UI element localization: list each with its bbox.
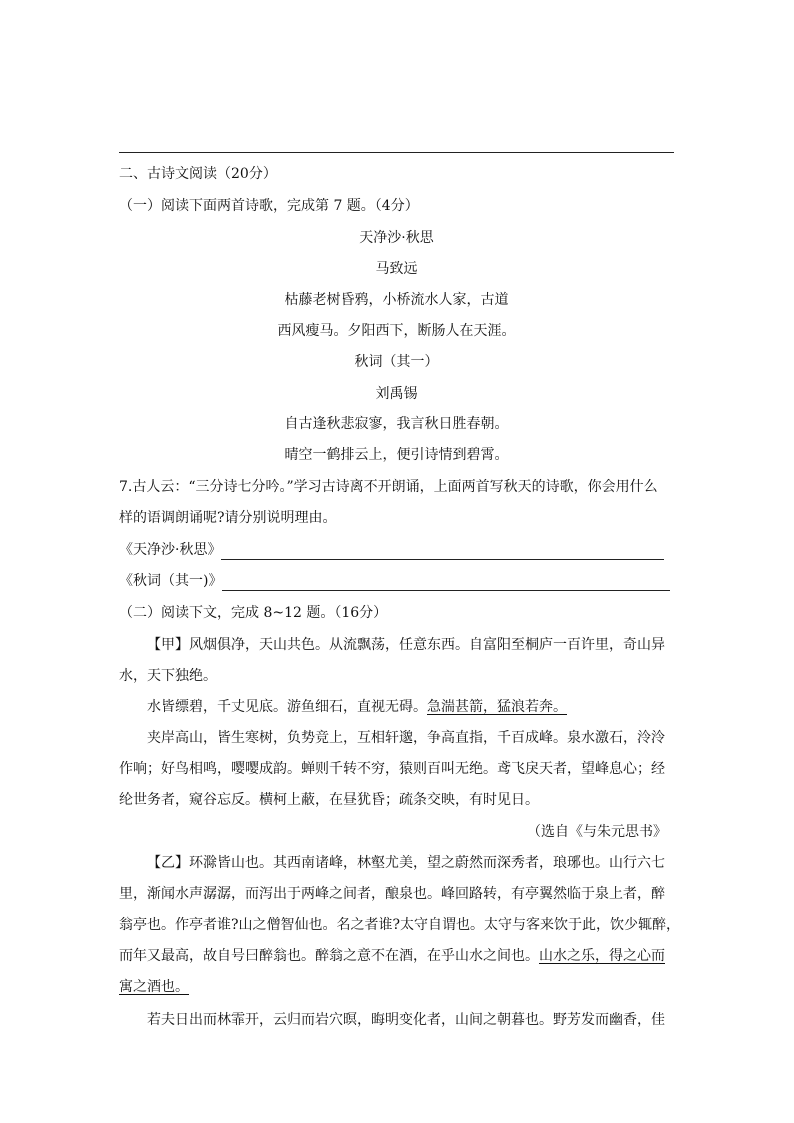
answer2-label: 《秋词（其一)》 xyxy=(119,573,223,589)
part-one-intro: （一）阅读下面两首诗歌，完成第 7 题。（4分） xyxy=(119,198,419,214)
poem1-line1: 枯藤老树昏鸦，小桥流水人家，古道 xyxy=(284,292,509,308)
poem2-title: 秋词（其一） xyxy=(354,354,439,370)
poem2-line2: 晴空一鹤排云上，便引诗情到碧霄。 xyxy=(284,447,509,463)
yi-line5 xyxy=(119,977,679,997)
answer2-blank[interactable] xyxy=(222,576,670,591)
yi-line4 xyxy=(119,946,679,966)
yi-line2: 里，渐闻水声潺潺，而泻出于两峰之间者，酿泉也。峰回路转，有亭翼然临于泉上者，醉 xyxy=(119,886,665,902)
answer2-row xyxy=(119,571,679,591)
jia-p3-line2: 作响；好鸟相鸣，嘤嘤成韵。蝉则千转不穷，猿则百叫无绝。鸢飞戾天者，望峰息心；经 xyxy=(119,761,665,777)
section-title: 二、古诗文阅读（20分） xyxy=(119,166,277,182)
jia-source: （选自《与朱元思书》 xyxy=(527,824,667,840)
jia-p1-line1: 【甲】风烟俱净，天山共色。从流飘荡，任意东西。自富阳至桐庐一百许里，奇山异 xyxy=(147,637,665,653)
poem1-author: 马致远 xyxy=(375,261,418,277)
yi-line6: 若夫日出而林霏开，云归而岩穴暝，晦明变化者，山间之朝暮也。野芳发而幽香，佳 xyxy=(147,1012,665,1028)
answer1-label: 《天净沙·秋思》 xyxy=(119,542,222,558)
poem2-line1: 自古逢秋悲寂寥，我言秋日胜春朝。 xyxy=(284,416,509,432)
yi-line3: 翁亭也。作亭者谁?山之僧智仙也。名之者谁?太守自谓也。太守与客来饮于此，饮少辄醉， xyxy=(119,917,681,933)
poem2-author: 刘禹锡 xyxy=(375,386,418,402)
answer1-blank[interactable] xyxy=(221,545,664,560)
jia-p2-underlined: 急湍甚箭，猛浪若奔。 xyxy=(427,699,567,715)
answer1-row xyxy=(119,540,679,560)
jia-p2-text: 水皆缥碧，千丈见底。游鱼细石，直视无碍。 xyxy=(147,699,427,715)
jia-p1-line2: 水，天下独绝。 xyxy=(119,668,217,684)
question7-line1: 7.古人云：“三分诗七分吟。”学习古诗离不开朗诵，上面两首写秋天的诗歌，你会用什么 xyxy=(119,479,658,495)
part-two-intro: （二）阅读下文，完成 8~12 题。（16分） xyxy=(119,605,388,621)
jia-p3-line3: 纶世务者，窥谷忘反。横柯上蔽，在昼犹昏；疏条交映，有时见日。 xyxy=(119,792,539,808)
yi-line5-underlined: 寓之酒也。 xyxy=(119,979,189,995)
jia-p2 xyxy=(147,697,707,717)
yi-line4-text: 而年又最高，故自号曰醉翁也。醉翁之意不在酒，在乎山水之间也。 xyxy=(119,948,539,964)
header-rule xyxy=(119,152,674,153)
poem1-line2: 西风瘦马。夕阳西下，断肠人在天涯。 xyxy=(277,323,516,339)
yi-line4-underlined: 山水之乐，得之心而 xyxy=(539,948,665,964)
question7-line2: 样的语调朗诵呢?请分别说明理由。 xyxy=(119,510,337,526)
poem1-title: 天净沙·秋思 xyxy=(359,230,434,246)
yi-line1: 【乙】环滁皆山也。其西南诸峰，林壑尤美，望之蔚然而深秀者，琅琊也。山行六七 xyxy=(147,855,665,871)
jia-p3-line1: 夹岸高山，皆生寒树，负势竞上，互相轩邈，争高直指，千百成峰。泉水激石，泠泠 xyxy=(147,730,665,746)
